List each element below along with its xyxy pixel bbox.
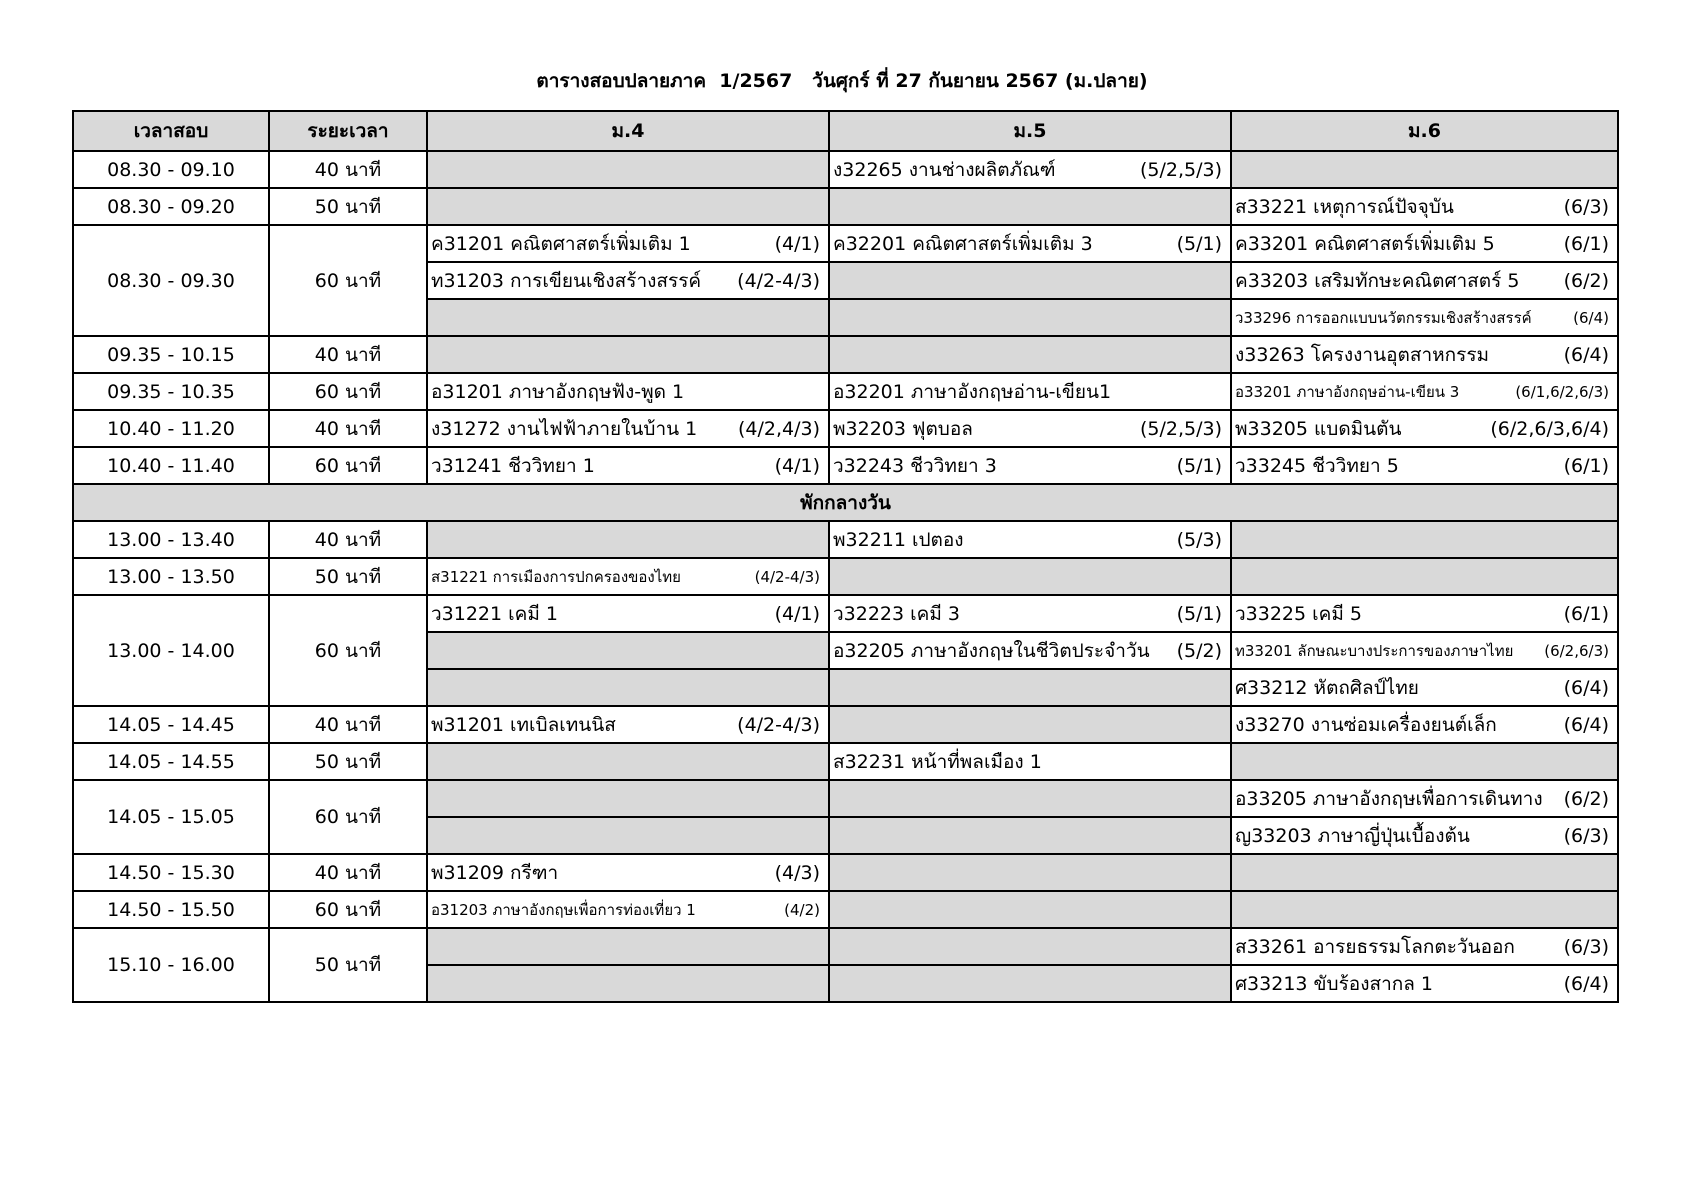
duration: 40 นาที [269,151,427,188]
exam-time: 08.30 - 09.30 [73,225,269,336]
m4-subject: อ31203 ภาษาอังกฤษเพื่อการท่องเที่ยว 1 (4/2) [427,891,829,928]
header-exam-time: เวลาสอบ [73,111,269,151]
duration: 60 นาที [269,225,427,336]
table-row [73,706,1618,743]
empty-cell [829,336,1231,373]
header-row [73,111,1618,151]
empty-cell [829,299,1231,336]
m6-subject: ว33296 การออกแบบนวัตกรรมเชิงสร้างสรรค์ (6/4) [1231,299,1618,336]
header-duration: ระยะเวลา [269,111,427,151]
empty-cell [427,632,829,669]
empty-cell [829,262,1231,299]
empty-cell [1231,521,1618,558]
m6-subject: ญ33203 ภาษาญี่ปุ่นเบื้องต้น (6/3) [1231,817,1618,854]
m6-subject: ส33221 เหตุการณ์ปัจจุบัน (6/3) [1231,188,1618,225]
exam-time: 08.30 - 09.10 [73,151,269,188]
empty-cell [829,891,1231,928]
empty-cell [427,965,829,1002]
table-row [73,928,1618,965]
exam-time: 13.00 - 14.00 [73,595,269,706]
duration: 40 นาที [269,410,427,447]
empty-cell [1231,558,1618,595]
empty-cell [427,521,829,558]
m5-subject: อ32201 ภาษาอังกฤษอ่าน-เขียน1 [829,373,1231,410]
duration: 50 นาที [269,188,427,225]
empty-cell [829,188,1231,225]
m4-subject: พ31201 เทเบิลเทนนิส (4/2-4/3) [427,706,829,743]
m4-subject: อ31201 ภาษาอังกฤษฟัง-พูด 1 [427,373,829,410]
empty-cell [427,780,829,817]
m5-subject: ส32231 หน้าที่พลเมือง 1 [829,743,1231,780]
m6-subject: ค33201 คณิตศาสตร์เพิ่มเติม 5 (6/1) [1231,225,1618,262]
m5-subject: ค32201 คณิตศาสตร์เพิ่มเติม 3 (5/1) [829,225,1231,262]
header-m6: ม.6 [1231,111,1618,151]
duration: 60 นาที [269,780,427,854]
exam-time: 15.10 - 16.00 [73,928,269,1002]
lunch-break-label: พักกลางวัน [73,484,1618,521]
empty-cell [1231,151,1618,188]
empty-cell [829,817,1231,854]
duration: 60 นาที [269,891,427,928]
duration: 40 นาที [269,521,427,558]
duration: 50 นาที [269,743,427,780]
m4-subject: พ31209 กรีฑา (4/3) [427,854,829,891]
m6-subject: ศ33213 ขับร้องสากล 1 (6/4) [1231,965,1618,1002]
m6-subject: ส33261 อารยธรรมโลกตะวันออก (6/3) [1231,928,1618,965]
m4-subject: ค31201 คณิตศาสตร์เพิ่มเติม 1 (4/1) [427,225,829,262]
header-m4: ม.4 [427,111,829,151]
table-row [73,780,1618,817]
exam-time: 10.40 - 11.20 [73,410,269,447]
m5-subject: ง32265 งานช่างผลิตภัณฑ์ (5/2,5/3) [829,151,1231,188]
table-row [73,447,1618,484]
duration: 60 นาที [269,447,427,484]
exam-time: 14.50 - 15.30 [73,854,269,891]
m6-subject: อ33205 ภาษาอังกฤษเพื่อการเดินทาง (6/2) [1231,780,1618,817]
exam-schedule-table [72,110,1619,1003]
m4-subject: ง31272 งานไฟฟ้าภายในบ้าน 1 (4/2,4/3) [427,410,829,447]
table-row [73,188,1618,225]
m5-subject: พ32203 ฟุตบอล (5/2,5/3) [829,410,1231,447]
empty-cell [829,669,1231,706]
empty-cell [829,706,1231,743]
duration: 50 นาที [269,928,427,1002]
table-row [73,373,1618,410]
empty-cell [427,669,829,706]
table-row [73,151,1618,188]
exam-time: 10.40 - 11.40 [73,447,269,484]
table-row [73,521,1618,558]
empty-cell [427,151,829,188]
m6-subject: พ33205 แบดมินตัน (6/2,6/3,6/4) [1231,410,1618,447]
duration: 40 นาที [269,854,427,891]
duration: 40 นาที [269,706,427,743]
duration: 40 นาที [269,336,427,373]
exam-time: 14.50 - 15.50 [73,891,269,928]
table-row [73,743,1618,780]
table-row [73,854,1618,891]
m4-subject: ว31241 ชีววิทยา 1 (4/1) [427,447,829,484]
m4-subject: ส31221 การเมืองการปกครองของไทย (4/2-4/3) [427,558,829,595]
m4-subject: ว31221 เคมี 1 (4/1) [427,595,829,632]
m5-subject: ว32223 เคมี 3 (5/1) [829,595,1231,632]
duration: 60 นาที [269,373,427,410]
table-row [73,595,1618,632]
m5-subject: อ32205 ภาษาอังกฤษในชีวิตประจำวัน (5/2) [829,632,1231,669]
exam-time: 14.05 - 15.05 [73,780,269,854]
duration: 60 นาที [269,595,427,706]
exam-time: 14.05 - 14.45 [73,706,269,743]
empty-cell [427,743,829,780]
exam-time: 09.35 - 10.15 [73,336,269,373]
empty-cell [1231,743,1618,780]
m6-subject: ค33203 เสริมทักษะคณิตศาสตร์ 5 (6/2) [1231,262,1618,299]
exam-time: 09.35 - 10.35 [73,373,269,410]
m5-subject: ว32243 ชีววิทยา 3 (5/1) [829,447,1231,484]
exam-time: 14.05 - 14.55 [73,743,269,780]
empty-cell [1231,854,1618,891]
table-row [73,410,1618,447]
m6-subject: ว33225 เคมี 5 (6/1) [1231,595,1618,632]
empty-cell [427,188,829,225]
empty-cell [829,965,1231,1002]
m6-subject: ง33270 งานซ่อมเครื่องยนต์เล็ก (6/4) [1231,706,1618,743]
table-row [73,891,1618,928]
empty-cell [829,928,1231,965]
m6-subject: ท33201 ลักษณะบางประการของภาษาไทย (6/2,6/3) [1231,632,1618,669]
empty-cell [427,336,829,373]
m6-subject: อ33201 ภาษาอังกฤษอ่าน-เขียน 3 (6/1,6/2,6/3) [1231,373,1618,410]
lunch-break-row [73,484,1618,521]
exam-time: 13.00 - 13.50 [73,558,269,595]
empty-cell [829,780,1231,817]
m5-subject: พ32211 เปตอง (5/3) [829,521,1231,558]
header-m5: ม.5 [829,111,1231,151]
m6-subject: ว33245 ชีววิทยา 5 (6/1) [1231,447,1618,484]
empty-cell [829,854,1231,891]
m6-subject: ง33263 โครงงานอุตสาหกรรม (6/4) [1231,336,1618,373]
m6-subject: ศ33212 หัตถศิลป์ไทย (6/4) [1231,669,1618,706]
empty-cell [427,928,829,965]
empty-cell [1231,891,1618,928]
duration: 50 นาที [269,558,427,595]
m4-subject: ท31203 การเขียนเชิงสร้างสรรค์ (4/2-4/3) [427,262,829,299]
empty-cell [427,817,829,854]
empty-cell [427,299,829,336]
table-row [73,558,1618,595]
table-row [73,336,1618,373]
empty-cell [829,558,1231,595]
exam-time: 13.00 - 13.40 [73,521,269,558]
page-title: ตารางสอบปลายภาค 1/2567 วันศุกร์ ที่ 27 กันยายน 2567 (ม.ปลาย) [536,70,1148,92]
exam-time: 08.30 - 09.20 [73,188,269,225]
table-row [73,225,1618,262]
